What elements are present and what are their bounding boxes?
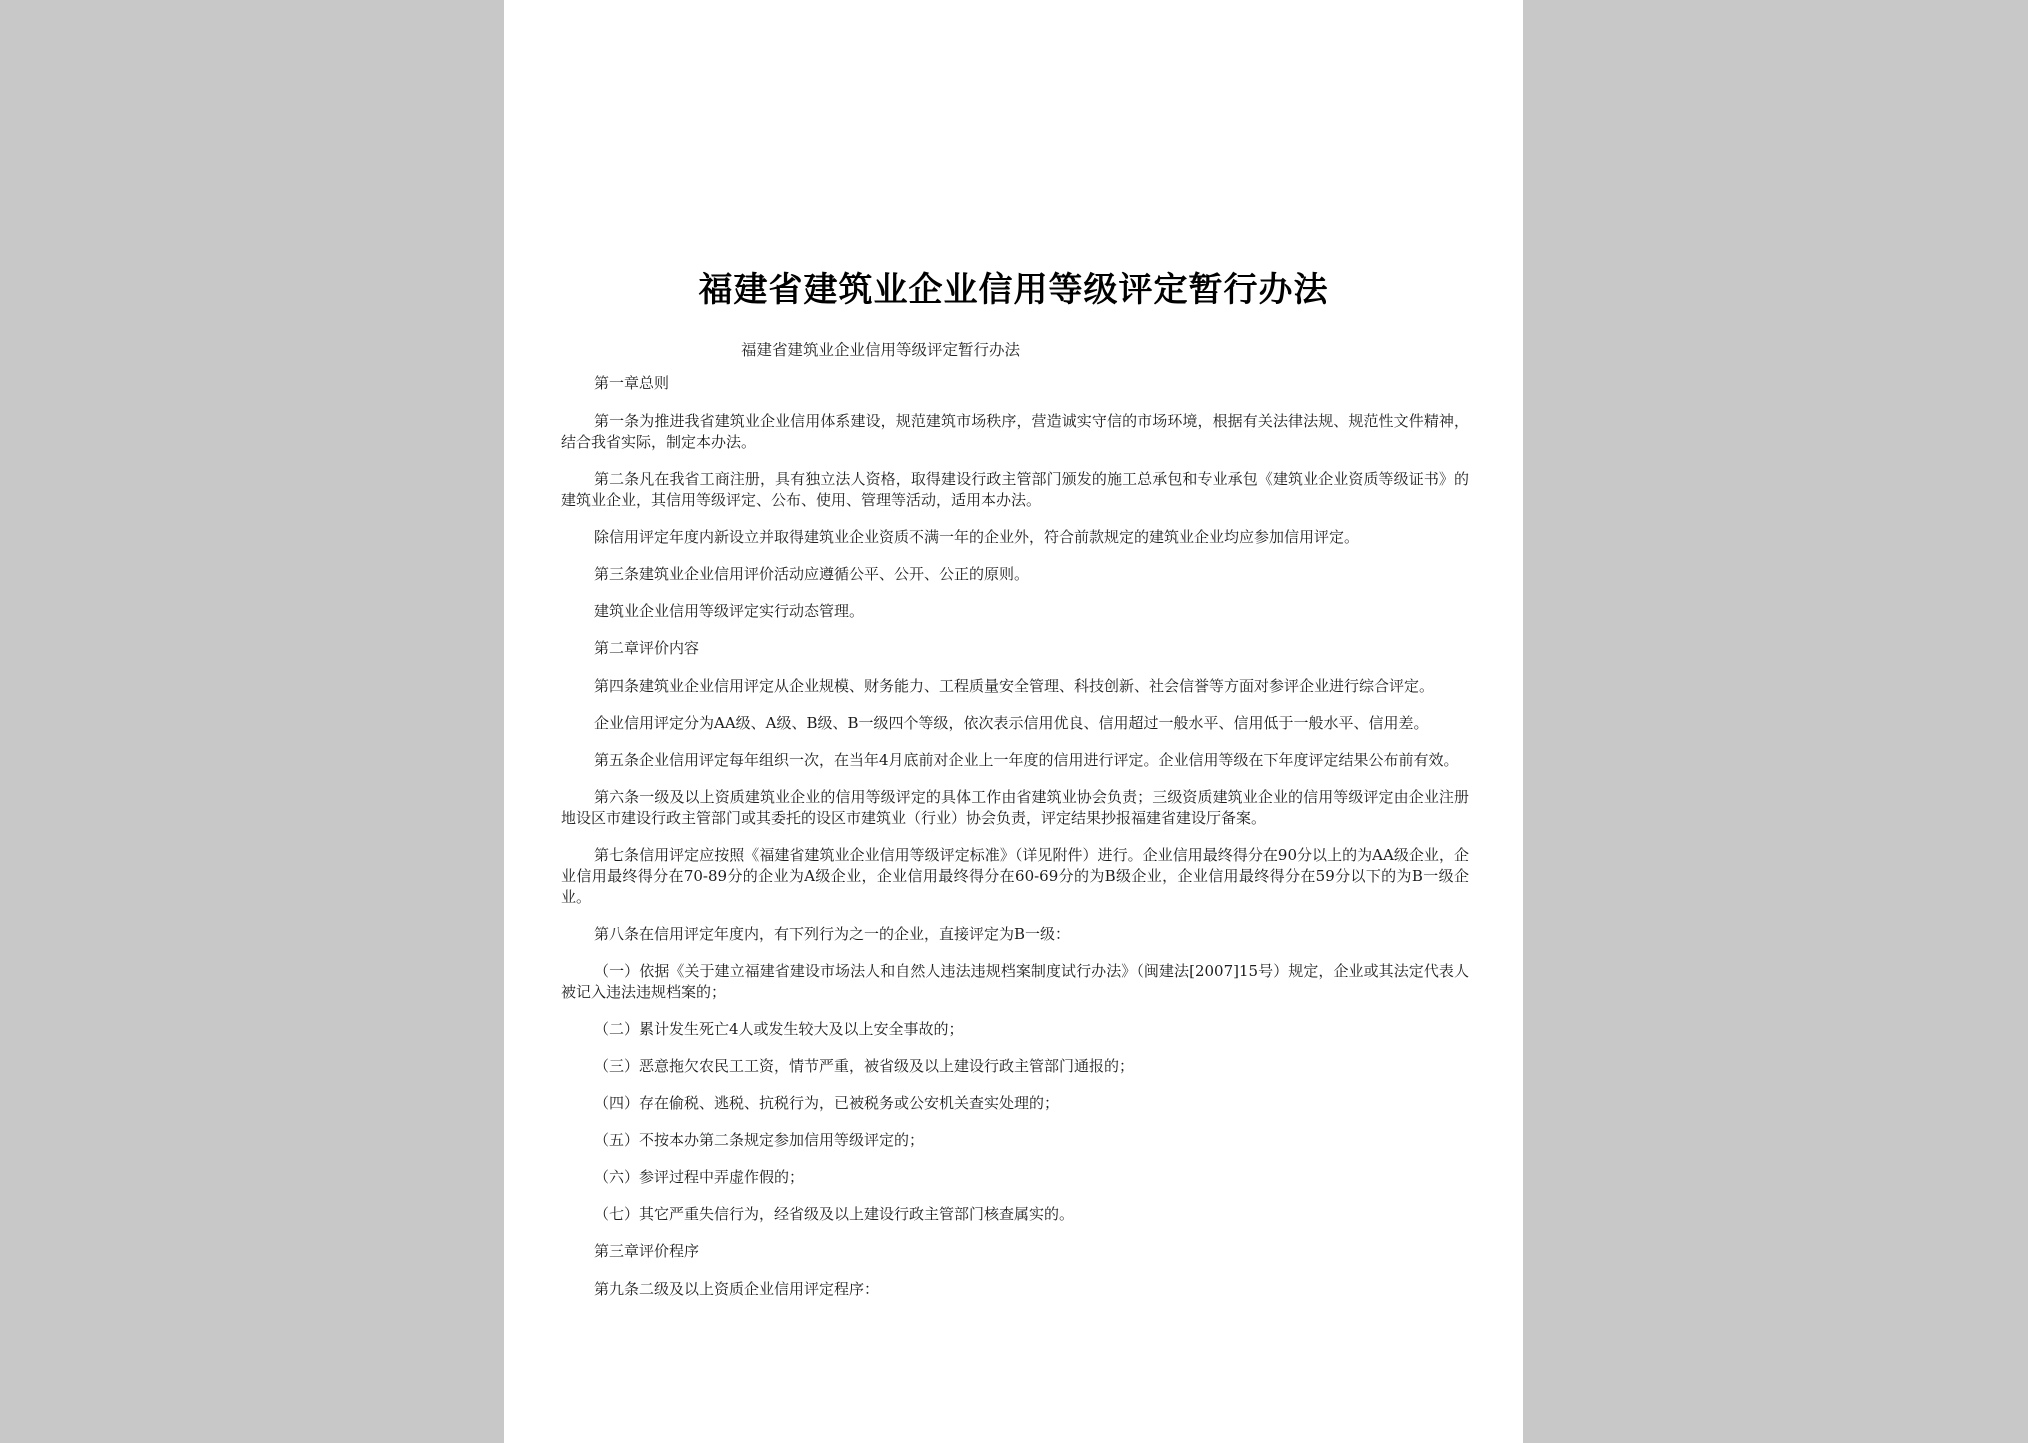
- chapter-heading: 第一章总则: [594, 374, 670, 392]
- page-title: 福建省建筑业企业信用等级评定暂行办法: [698, 270, 1329, 310]
- body-paragraph: （六）参评过程中弄虚作假的；: [594, 1168, 805, 1186]
- body-paragraph: 第七条信用评定应按照《福建省建筑业企业信用等级评定标准》（详见附件）进行。企业信用最终得分在90分以上的为AA级企业，企业信用最终得分在70-89分的企业为A级企业，企业信用最终得分在60-69分的为B级企业，企业信用最终得分在59分以下的为B一级企业。: [561, 846, 1469, 906]
- body-paragraph: 第四条建筑业企业信用评定从企业规模、财务能力、工程质量安全管理、科技创新、社会信誉等方面对参评企业进行综合评定。: [594, 677, 1435, 695]
- body-paragraph: （二）累计发生死亡4人或发生较大及以上安全事故的；: [594, 1020, 964, 1038]
- chapter-heading: 第二章评价内容: [594, 639, 700, 657]
- body-paragraph: 第二条凡在我省工商注册，具有独立法人资格，取得建设行政主管部门颁发的施工总承包和专业承包《建筑业企业资质等级证书》的建筑业企业，其信用等级评定、公布、使用、管理等活动，适用本办法。: [561, 470, 1469, 509]
- body-paragraph: 第五条企业信用评定每年组织一次，在当年4月底前对企业上一年度的信用进行评定。企业信用等级在下年度评定结果公布前有效。: [594, 751, 1459, 769]
- document-subtitle: 福建省建筑业企业信用等级评定暂行办法: [741, 341, 1021, 359]
- body-paragraph: 第一条为推进我省建筑业企业信用体系建设，规范建筑市场秩序，营造诚实守信的市场环境，根据有关法律法规、规范性文件精神，结合我省实际，制定本办法。: [561, 412, 1469, 451]
- body-paragraph: （三）恶意拖欠农民工工资，情节严重，被省级及以上建设行政主管部门通报的；: [594, 1057, 1135, 1075]
- body-paragraph: 企业信用评定分为AA级、A级、B级、B一级四个等级，依次表示信用优良、信用超过一般水平、信用低于一般水平、信用差。: [594, 714, 1429, 732]
- body-paragraph: 第六条一级及以上资质建筑业企业的信用等级评定的具体工作由省建筑业协会负责；三级资质建筑业企业的信用等级评定由企业注册地设区市建设行政主管部门或其委托的设区市建筑业（行业）协会负责，评定结果抄报福建省建设厅备案。: [561, 788, 1469, 827]
- document-page: [504, 0, 1523, 1443]
- body-paragraph: 第八条在信用评定年度内，有下列行为之一的企业，直接评定为B一级：: [594, 925, 1071, 943]
- body-paragraph: （四）存在偷税、逃税、抗税行为，已被税务或公安机关查实处理的；: [594, 1094, 1060, 1112]
- body-paragraph: 建筑业企业信用等级评定实行动态管理。: [594, 602, 865, 620]
- document-body: [561, 373, 1469, 1316]
- body-paragraph: 第三条建筑业企业信用评价活动应遵循公平、公开、公正的原则。: [594, 565, 1030, 583]
- body-paragraph: （五）不按本办第二条规定参加信用等级评定的；: [594, 1131, 925, 1149]
- body-paragraph: 除信用评定年度内新设立并取得建筑业企业资质不满一年的企业外，符合前款规定的建筑业企业均应参加信用评定。: [594, 528, 1360, 546]
- body-paragraph: 第九条二级及以上资质企业信用评定程序：: [594, 1280, 880, 1298]
- chapter-heading: 第三章评价程序: [594, 1242, 700, 1260]
- body-paragraph: （七）其它严重失信行为，经省级及以上建设行政主管部门核查属实的。: [594, 1205, 1075, 1223]
- body-paragraph: （一）依据《关于建立福建省建设市场法人和自然人违法违规档案制度试行办法》（闽建法[2007]15号）规定，企业或其法定代表人被记入违法违规档案的；: [561, 962, 1469, 1001]
